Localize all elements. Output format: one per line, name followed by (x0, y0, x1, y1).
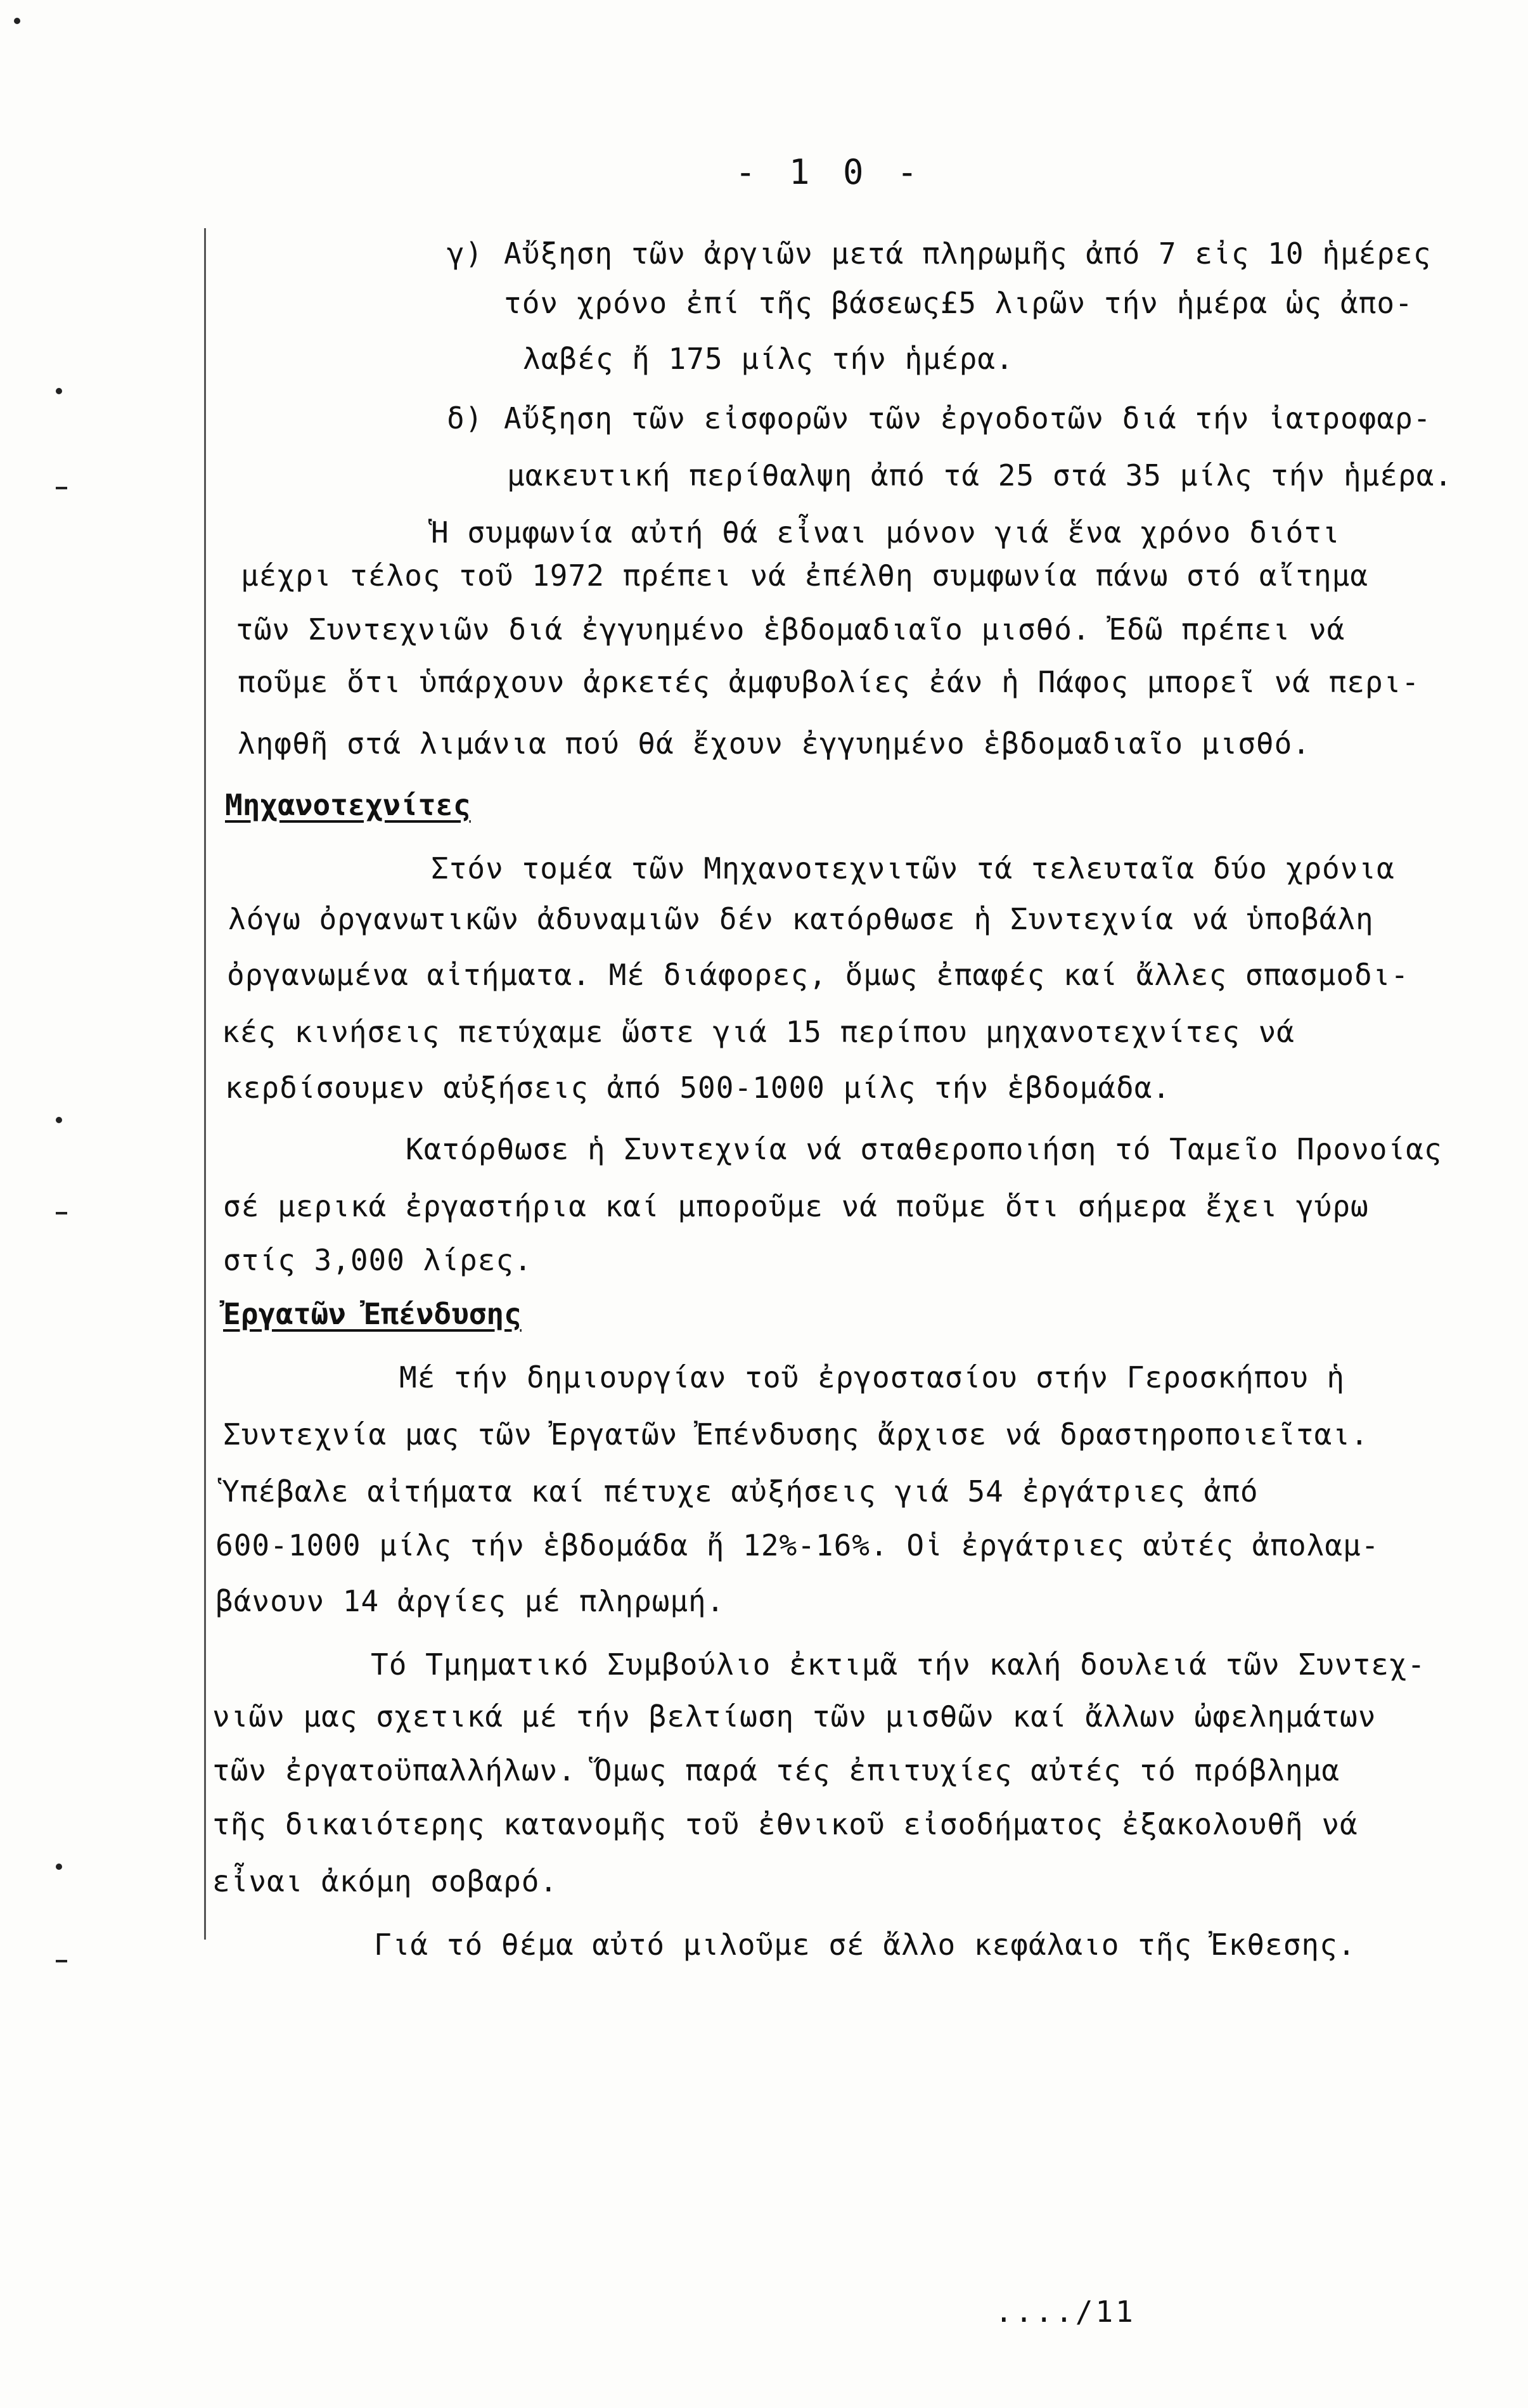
paragraph-line: 600-1000 μίλς τήν ἑβδομάδα ἤ 12%-16%. Οἱ ἐργάτριες αὐτές ἀπολαμ- (215, 1528, 1380, 1562)
item-c-line: λαβές ἤ 175 μίλς τήν ἡμέρα. (523, 342, 1014, 376)
item-c-line: τόν χρόνο ἐπί τῆς βάσεως£5 λιρῶν τήν ἡμέρα ὡς ἀπο- (504, 286, 1413, 320)
margin-speck (56, 1960, 67, 1962)
margin-speck (56, 1117, 62, 1123)
paragraph-line: Κατόρθωσε ἡ Συντεχνία νά σταθεροποιήση τό Ταμεῖο Προνοίας (406, 1132, 1442, 1166)
margin-speck (56, 1864, 62, 1870)
paragraph-line: Συντεχνία μας τῶν Ἐργατῶν Ἐπένδυσης ἄρχισε νά δραστηροποιεῖται. (223, 1417, 1369, 1452)
paragraph-line: Τό Τμηματικό Συμβούλιο ἐκτιμᾶ τήν καλή δουλειά τῶν Συντεχ- (371, 1647, 1426, 1682)
paragraph-line: ὀργανωμένα αἰτήματα. Μέ διάφορες, ὅμως ἐπαφές καί ἄλλες σπασμοδι- (227, 958, 1409, 992)
paragraph-line: νιῶν μας σχετικά μέ τήν βελτίωση τῶν μισθῶν καί ἄλλων ὠφελημάτων (212, 1699, 1377, 1734)
paragraph-line: σέ μερικά ἐργαστήρια καί μποροῦμε νά ποῦμε ὅτι σήμερα ἔχει γύρω (223, 1189, 1369, 1223)
paragraph-line: Στόν τομέα τῶν Μηχανοτεχνιτῶν τά τελευταῖα δύο χρόνια (431, 851, 1395, 885)
margin-speck (56, 487, 67, 489)
paragraph-line: λόγω ὀργανωτικῶν ἀδυναμιῶν δέν κατόρθωσε ἡ Συντεχνία νά ὑποβάλη (228, 902, 1374, 936)
paragraph-line: μέχρι τέλος τοῦ 1972 πρέπει νά ἐπέλθη συμφωνία πάνω στό αἴτημα (241, 558, 1369, 593)
paragraph-line: στίς 3,000 λίρες. (223, 1243, 532, 1277)
item-d-line: μακευτική περίθαλψη ἀπό τά 25 στά 35 μίλς τήν ἡμέρα. (507, 458, 1453, 493)
paragraph-line: κερδίσουμεν αὐξήσεις ἀπό 500-1000 μίλς τήν ἑβδομάδα. (225, 1071, 1171, 1105)
paragraph-line: Ὑπέβαλε αἰτήματα καί πέτυχε αὐξήσεις γιά 54 ἐργάτριες ἀπό (222, 1474, 1259, 1509)
paragraph-line: κές κινήσεις πετύχαμε ὥστε γιά 15 περίπου μηχανοτεχνίτες νά (222, 1015, 1295, 1049)
page-number: - 1 0 - (735, 152, 924, 192)
margin-speck (56, 388, 62, 394)
paragraph-line: ποῦμε ὅτι ὑπάρχουν ἀρκετές ἀμφυβολίες ἐάν ἡ Πάφος μπορεῖ νά περι- (238, 665, 1420, 699)
left-margin-line (204, 228, 206, 1940)
paragraph-line: βάνουν 14 ἀργίες μέ πληρωμή. (215, 1584, 725, 1618)
paragraph-line: ληφθῆ στά λιμάνια πού θά ἔχουν ἐγγυημένο ἑβδομαδιαῖο μισθό. (238, 726, 1311, 761)
paragraph-line: τῶν Συντεχνιῶν διά ἐγγυημένο ἑβδομαδιαῖο μισθό. Ἐδῶ πρέπει νά (236, 612, 1345, 647)
margin-speck (56, 1212, 67, 1214)
paragraph-line: Γιά τό θέμα αὐτό μιλοῦμε σέ ἄλλο κεφάλαιο τῆς Ἐκθεσης. (374, 1928, 1356, 1962)
section-heading-mechanics: Μηχανοτεχνίτες (225, 788, 471, 822)
margin-speck (14, 18, 20, 24)
paragraph-line: Ἡ συμφωνία αὐτή θά εἶναι μόνον γιά ἕνα χρόνο διότι (431, 515, 1340, 550)
paragraph-line: τῆς δικαιότερης κατανομῆς τοῦ ἐθνικοῦ εἰσοδήματος ἐξακολουθῆ νά (212, 1807, 1358, 1841)
item-c-marker: γ) (447, 236, 484, 271)
continuation-marker: ..../11 (995, 2295, 1136, 2329)
paragraph-line: τῶν ἐργατοϋπαλλήλων. Ὅμως παρά τές ἐπιτυχίες αὐτές τό πρόβλημα (212, 1753, 1340, 1787)
item-d-marker: δ) (447, 401, 484, 435)
paragraph-line: εἶναι ἀκόμη σοβαρό. (212, 1864, 558, 1898)
paragraph-line: Μέ τήν δημιουργίαν τοῦ ἐργοστασίου στήν Γεροσκήπου ἡ (399, 1360, 1345, 1394)
section-heading-garment-workers: Ἐργατῶν Ἐπένδυσης (223, 1297, 522, 1331)
item-d-line: Αὔξηση τῶν εἰσφορῶν τῶν ἐργοδοτῶν διά τήν ἰατροφαρ- (504, 401, 1432, 435)
item-c-line: Αὔξηση τῶν ἀργιῶν μετά πληρωμῆς ἀπό 7 εἰς 10 ἡμέρες (504, 236, 1432, 271)
